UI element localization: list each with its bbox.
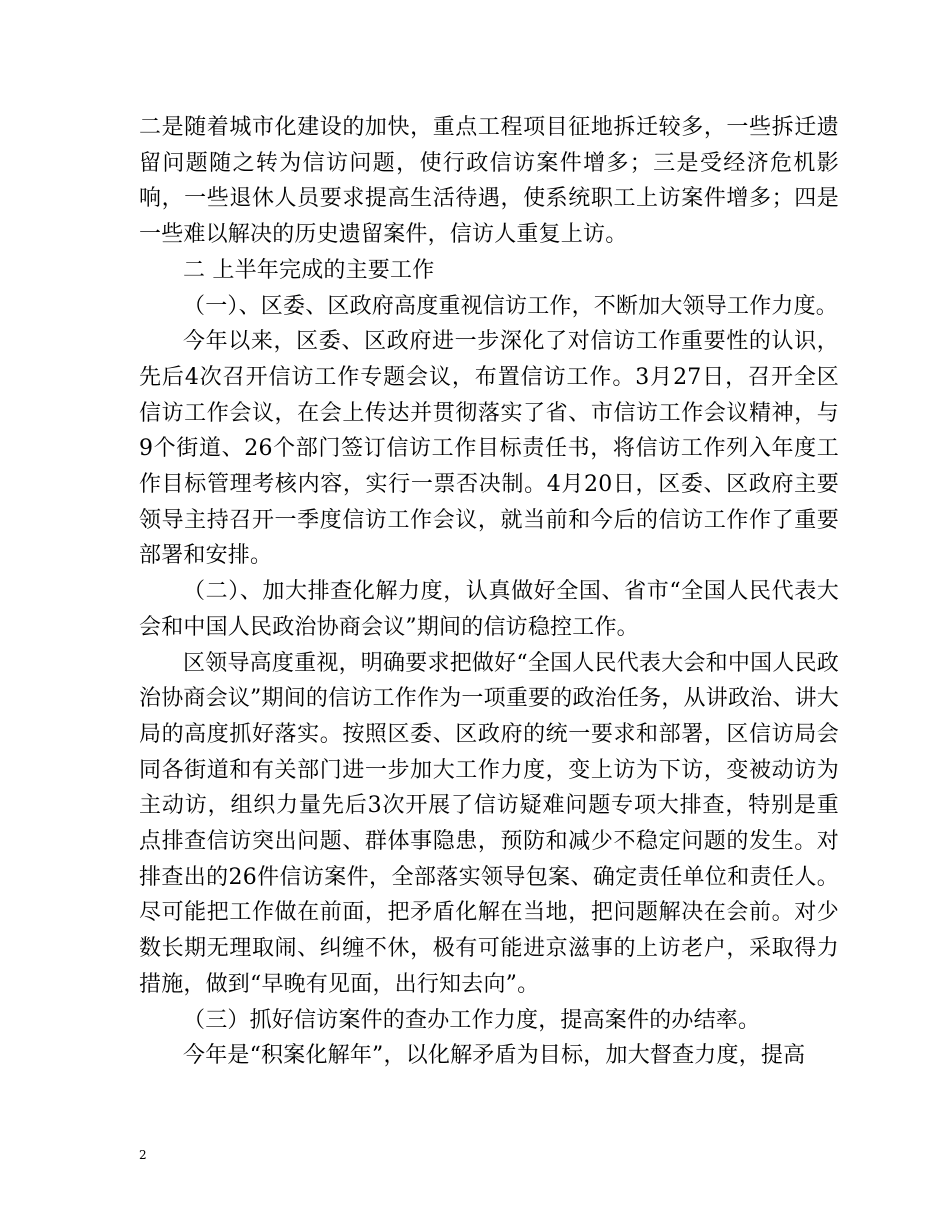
paragraph-3: 今年是“积案化解年”，以化解矛盾为目标，加大督查力度，提高 <box>183 1043 806 1069</box>
subsection-heading-1: （一）、区委、区政府高度重视信访工作，不断加大领导工作力度。 <box>183 293 839 319</box>
subsection-heading-2: （二）、加大排查化解力度，认真做好全国、省市“全国人民代表大会和中国人民政治协商会议”期间的信访稳控工作。 <box>139 579 839 640</box>
subsection-heading-3: （三）抓好信访案件的查办工作力度，提高案件的办结率。 <box>183 1007 761 1033</box>
section-heading: 二 上半年完成的主要工作 <box>183 257 435 283</box>
paragraph-continuation: 二是随着城市化建设的加快，重点工程项目征地拆迁较多，一些拆迁遗留问题随之转为信访问题，使行政信访案件增多；三是受经济危机影响，一些退休人员要求提高生活待遇，使系统职工上访案件增多；四是一些难以解决的历史遗留案件，信访人重复上访。 <box>139 115 839 248</box>
paragraph-2: 区领导高度重视，明确要求把做好“全国人民代表大会和中国人民政治协商会议”期间的信访工作作为一项重要的政治任务，从讲政治、讲大局的高度抓好落实。按照区委、区政府的统一要求和部署，区信访局会同各街道和有关部门进一步加大工作力度，变上访为下访，变被动访为主动访，组织力量先后3次开展了信访疑难问题专项大排查，特别是重点排查信访突出问题、群体事隐患，预防和减少不稳定问题的发生。对排查出的26件信访案件，全部落实领导包案、确定责任单位和责任人。尽可能把工作做在前面，把矛盾化解在当地，把问题解决在会前。对少数长期无理取闹、纠缠不休，极有可能进京滋事的上访老户，采取得力措施，做到“早晚有见面，出行知去向”。 <box>139 650 839 997</box>
body-text <box>139 110 839 1074</box>
page-number: 2 <box>139 1148 147 1162</box>
paragraph-1: 今年以来，区委、区政府进一步深化了对信访工作重要性的认识，先后4次召开信访工作专题会议，布置信访工作。3月27日，召开全区信访工作会议，在会上传达并贯彻落实了省、市信访工作会议精神，与9个街道、26个部门签订信访工作目标责任书，将信访工作列入年度工作目标管理考核内容，实行一票否决制。4月20日，区委、区政府主要领导主持召开一季度信访工作会议，就当前和今后的信访工作作了重要部署和安排。 <box>139 329 839 569</box>
